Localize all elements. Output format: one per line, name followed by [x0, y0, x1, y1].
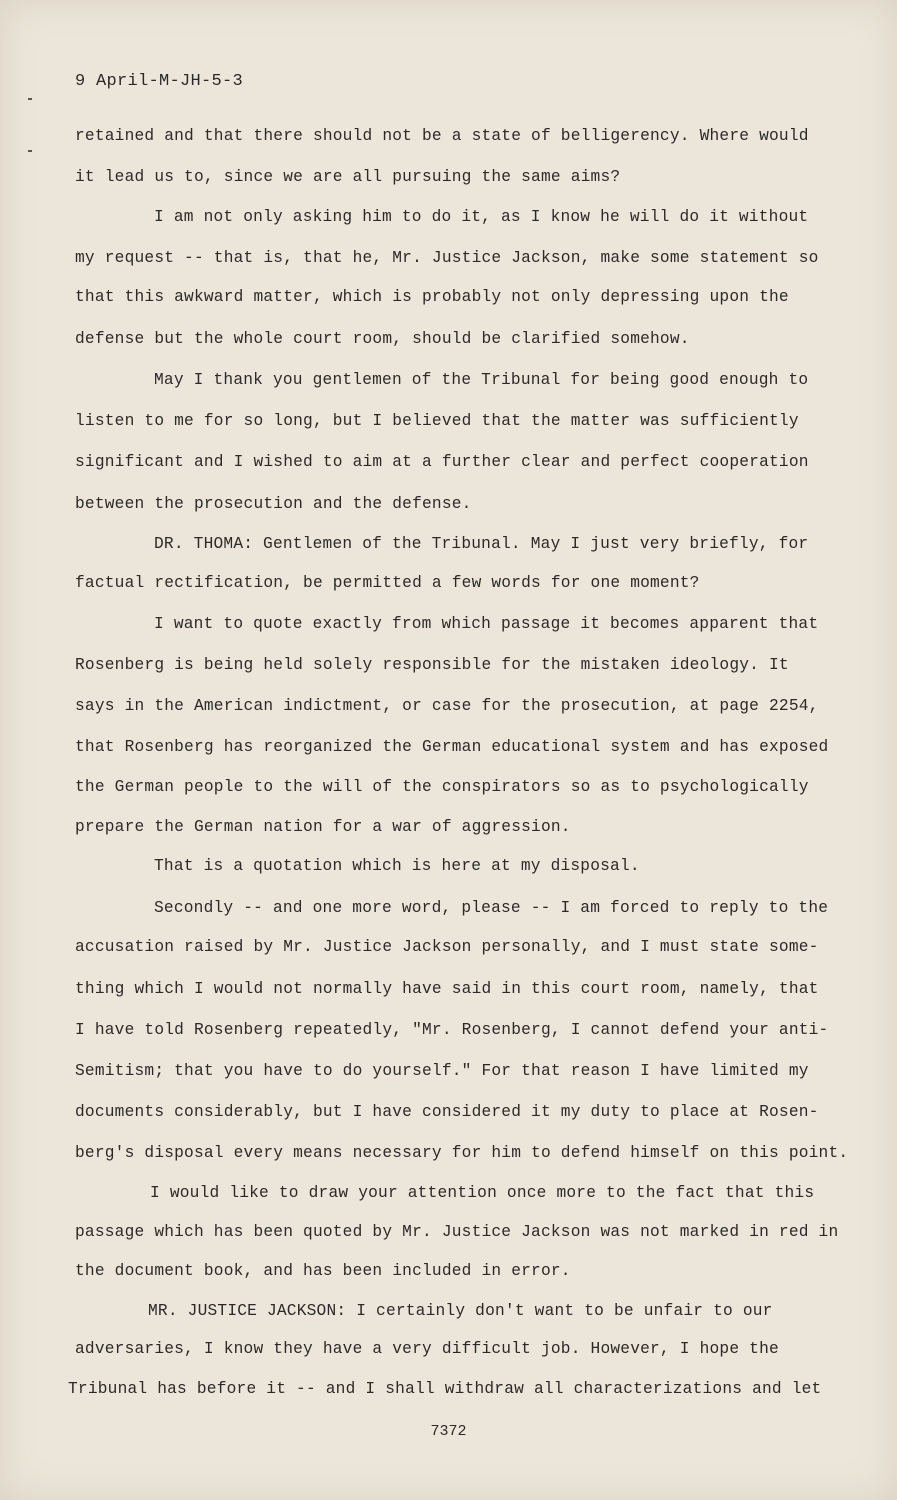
- margin-mark: [28, 150, 32, 152]
- text-line: I am not only asking him to do it, as I know he will do it without: [154, 208, 809, 226]
- text-line: Tribunal has before it -- and I shall withdraw all characterizations and let: [68, 1380, 822, 1398]
- margin-mark: [28, 98, 32, 100]
- text-line: accusation raised by Mr. Justice Jackson personally, and I must state some-: [75, 938, 819, 956]
- text-line: the German people to the will of the conspirators so as to psychologically: [75, 778, 809, 796]
- text-line: passage which has been quoted by Mr. Justice Jackson was not marked in red in: [75, 1223, 839, 1241]
- page-number: 7372: [430, 1423, 467, 1440]
- text-line: thing which I would not normally have said in this court room, namely, that: [75, 980, 819, 998]
- text-line: between the prosecution and the defense.: [75, 495, 472, 513]
- text-line: factual rectification, be permitted a few words for one moment?: [75, 574, 700, 592]
- text-line: I would like to draw your attention once more to the fact that this: [150, 1184, 815, 1202]
- text-line: I have told Rosenberg repeatedly, "Mr. Rosenberg, I cannot defend your anti-: [75, 1021, 829, 1039]
- text-line: significant and I wished to aim at a further clear and perfect cooperation: [75, 453, 809, 471]
- text-line: says in the American indictment, or case for the prosecution, at page 2254,: [75, 697, 819, 715]
- text-line: prepare the German nation for a war of aggression.: [75, 818, 571, 836]
- text-line: it lead us to, since we are all pursuing the same aims?: [75, 168, 621, 186]
- text-line: Rosenberg is being held solely responsible for the mistaken ideology. It: [75, 656, 789, 674]
- text-line: that Rosenberg has reorganized the German educational system and has exposed: [75, 738, 829, 756]
- text-line: Semitism; that you have to do yourself." For that reason I have limited my: [75, 1062, 809, 1080]
- text-line: the document book, and has been included in error.: [75, 1262, 571, 1280]
- text-line: retained and that there should not be a state of belligerency. Where would: [75, 127, 809, 145]
- text-line: listen to me for so long, but I believed that the matter was sufficiently: [75, 412, 799, 430]
- speaker-line: DR. THOMA: Gentlemen of the Tribunal. May I just very briefly, for: [154, 535, 809, 553]
- text-line: May I thank you gentlemen of the Tribunal for being good enough to: [154, 371, 809, 389]
- speaker-line: MR. JUSTICE JACKSON: I certainly don't want to be unfair to our: [148, 1302, 773, 1320]
- text-line: documents considerably, but I have considered it my duty to place at Rosen-: [75, 1103, 819, 1121]
- text-line: I want to quote exactly from which passage it becomes apparent that: [154, 615, 819, 633]
- text-line: That is a quotation which is here at my disposal.: [154, 857, 640, 875]
- text-line: berg's disposal every means necessary for him to defend himself on this point.: [75, 1144, 849, 1162]
- text-line: that this awkward matter, which is probably not only depressing upon the: [75, 288, 789, 306]
- text-line: defense but the whole court room, should be clarified somehow.: [75, 330, 690, 348]
- text-line: my request -- that is, that he, Mr. Justice Jackson, make some statement so: [75, 249, 819, 267]
- text-line: adversaries, I know they have a very difficult job. However, I hope the: [75, 1340, 779, 1358]
- document-reference: 9 April-M-JH-5-3: [75, 72, 244, 91]
- text-line: Secondly -- and one more word, please -- I am forced to reply to the: [154, 899, 829, 917]
